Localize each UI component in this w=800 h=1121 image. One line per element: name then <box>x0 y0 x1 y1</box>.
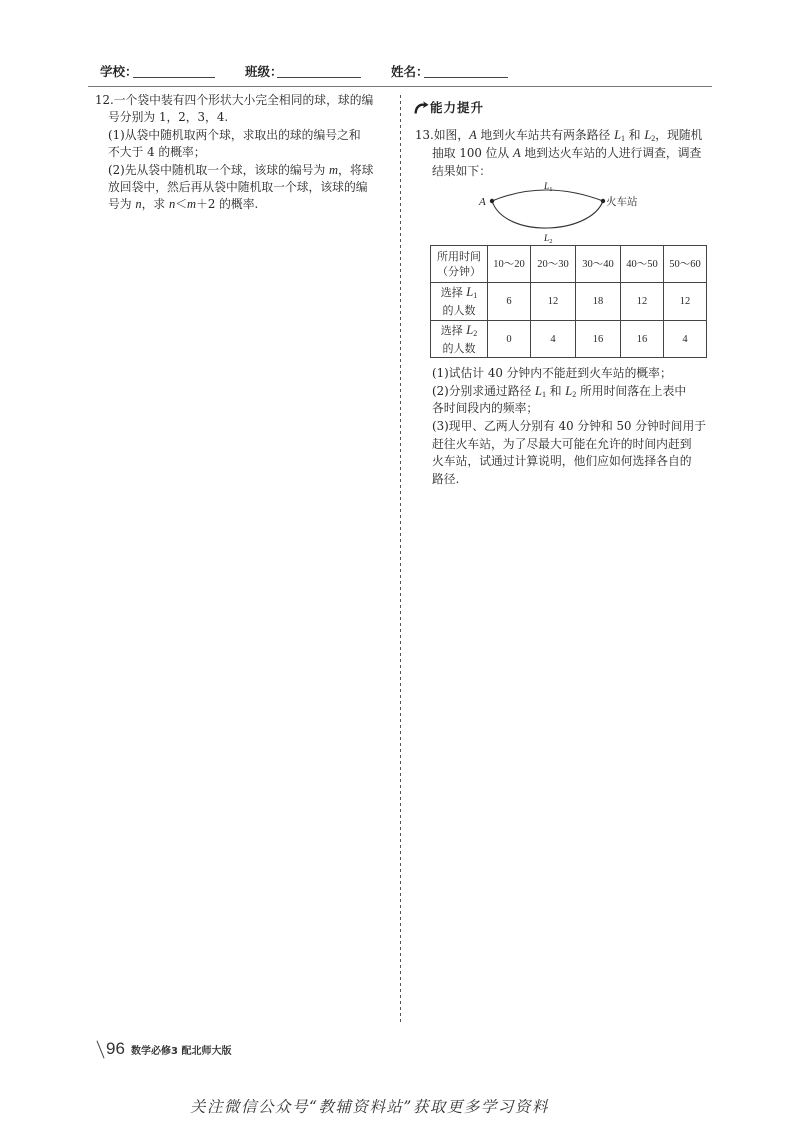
problem-12-line <box>95 196 390 213</box>
line-text: 号为 <box>108 197 136 212</box>
count-cell: 4 <box>531 321 576 358</box>
line-text: ，求 <box>141 197 169 212</box>
route-l-letter: L <box>544 234 550 244</box>
point-a-label: A <box>479 196 486 208</box>
curved-arrow-icon <box>413 101 429 114</box>
problem-13-intro <box>415 126 712 181</box>
line-text: 不大于 4 的概率； <box>108 145 206 160</box>
time-header-cell <box>431 246 488 283</box>
route-l-letter: L <box>614 128 622 142</box>
problem-12 <box>95 92 390 214</box>
line-text: 放回袋中，然后再从袋中随机取一个球，该球的编 <box>108 179 368 194</box>
row-label-line: 的人数 <box>442 304 476 317</box>
point-a-label: A <box>469 128 477 142</box>
station-label: 火车站 <box>606 196 638 208</box>
class-blank <box>277 77 361 78</box>
route-l-letter: L <box>644 128 652 142</box>
route-subscript: 2 <box>473 328 478 338</box>
less-than-sign: ＜ <box>175 197 188 212</box>
count-cell: 12 <box>531 283 576 321</box>
school-label: 学校： <box>100 65 138 79</box>
variable-n: n <box>168 197 176 212</box>
route-subscript: 1 <box>542 389 546 399</box>
line-text: 赶往火车站，为了尽最大可能在允许的时间内赶到 <box>432 436 692 451</box>
row-label-line: 的人数 <box>442 341 476 355</box>
station-dot <box>601 199 605 203</box>
count-cell: 12 <box>621 283 664 321</box>
problem-12-part-2 <box>95 162 390 179</box>
line-text: (1)试估计 40 分钟内不能赶到火车站的概率； <box>432 366 672 380</box>
count-cell: 16 <box>621 321 664 358</box>
count-cell: 12 <box>664 283 707 321</box>
row-label-cell <box>431 283 488 321</box>
table-row-route-2 <box>431 321 707 358</box>
line-text: (3)现甲、乙两人分别有 40 分钟和 50 分钟时间用于 <box>432 419 707 434</box>
time-header-unit: （分钟） <box>437 265 481 278</box>
route-diagram <box>470 175 650 245</box>
line-text: 各时间段内的频率； <box>432 401 539 416</box>
route-l-letter: L <box>466 322 474 337</box>
route-subscript: 2 <box>549 238 553 245</box>
line-text: 结果如下： <box>432 164 491 179</box>
problem-12-line <box>95 144 390 161</box>
variable-n: n <box>135 197 142 212</box>
point-a-label: A <box>512 146 521 161</box>
page-number: 96 <box>106 1039 125 1058</box>
problem-13-line <box>432 400 712 418</box>
row-label-cell <box>431 321 488 358</box>
line-text: 抽取 100 位从 <box>432 146 513 161</box>
route-l-letter: L <box>565 383 573 398</box>
header-rule <box>88 86 712 87</box>
class-label: 班级： <box>245 65 283 79</box>
variable-m: m <box>187 197 197 212</box>
count-cell: 6 <box>488 283 531 321</box>
route-subscript: 1 <box>473 291 478 300</box>
route-subscript: 2 <box>651 134 656 143</box>
problem-13-line <box>415 126 712 144</box>
route-l-letter: L <box>544 182 550 192</box>
line-text: (2)先从袋中随机取一个球，该球的编号为 <box>108 162 330 177</box>
interval-cell: 20～30 <box>531 246 576 283</box>
line-text: 号分别为 1，2，3，4. <box>108 110 229 125</box>
school-blank <box>133 77 215 78</box>
route-l2-curve <box>492 201 603 228</box>
time-header-line: 所用时间 <box>437 250 481 263</box>
survey-table <box>430 245 707 358</box>
table-row-route-1 <box>431 283 707 321</box>
line-text: 地到火车站共有两条路径 <box>476 128 615 142</box>
problem-13-part-2 <box>432 383 712 401</box>
route-l2-label <box>543 234 553 245</box>
line-text: (1)从袋中随机取两个球，求取出的球的编号之和 <box>108 127 361 142</box>
row-label-line <box>431 285 487 303</box>
problem-12-line <box>95 179 390 196</box>
problem-12-part-1 <box>95 127 390 144</box>
table-header-row <box>431 246 707 283</box>
handwritten-notice: 关注微信公众号“教辅资料站”获取更多学习资料 <box>190 1098 549 1116</box>
row-label-text: 选择 <box>440 286 467 299</box>
name-blank <box>424 77 508 78</box>
variable-m: m <box>329 162 339 177</box>
route-subscript: 1 <box>621 134 626 143</box>
book-title: 数学必修3 配北师大版 <box>131 1046 232 1057</box>
problem-13-part-1 <box>432 365 712 383</box>
page-number-slash <box>96 1040 104 1058</box>
row-label-line <box>431 323 487 341</box>
problem-12-line <box>95 109 390 126</box>
point-a-dot <box>490 199 494 203</box>
route-subscript: 1 <box>549 186 553 193</box>
count-cell: 16 <box>576 321 621 358</box>
interval-cell: 50～60 <box>664 246 707 283</box>
row-label-text: 选择 <box>440 323 467 337</box>
line-text: 12.一个袋中装有四个形状大小完全相同的球，球的编 <box>95 93 374 107</box>
problem-13-line <box>415 144 712 162</box>
interval-cell: 30～40 <box>576 246 621 283</box>
line-text: ，将球 <box>338 162 374 177</box>
section-title: 能力提升 <box>430 100 485 115</box>
count-cell: 0 <box>488 321 531 358</box>
problem-13-questions <box>432 365 712 489</box>
problem-13-line <box>432 453 712 471</box>
problem-13-line <box>432 471 712 489</box>
line-text: 火车站，试通过计算说明，他们应如何选择各自的 <box>432 454 692 469</box>
interval-cell: 10～20 <box>488 246 531 283</box>
count-cell: 4 <box>664 321 707 358</box>
line-text: 和 <box>625 128 645 142</box>
interval-cell: 40～50 <box>621 246 664 283</box>
route-l-letter: L <box>466 285 474 299</box>
line-text: (2)分别求通过路径 <box>432 383 536 398</box>
name-label: 姓名： <box>391 65 429 79</box>
route-subscript: 2 <box>572 389 577 399</box>
count-cell: 18 <box>576 283 621 321</box>
problem-12-line <box>95 92 390 109</box>
line-text: 路径. <box>432 472 460 487</box>
line-text: 和 <box>546 383 566 398</box>
line-text: ＋2 的概率. <box>196 197 259 212</box>
route-l-letter: L <box>535 383 542 398</box>
line-text: 所用时间落在上表中 <box>576 383 687 398</box>
line-text: ，现随机 <box>655 128 703 142</box>
problem-13-part-3 <box>432 418 712 436</box>
route-l1-label <box>543 182 553 193</box>
line-text: 地到达火车站的人进行调查，调查 <box>520 146 702 161</box>
column-divider <box>400 95 401 1025</box>
line-text: 13.如图， <box>415 128 470 142</box>
problem-13-line <box>432 436 712 454</box>
